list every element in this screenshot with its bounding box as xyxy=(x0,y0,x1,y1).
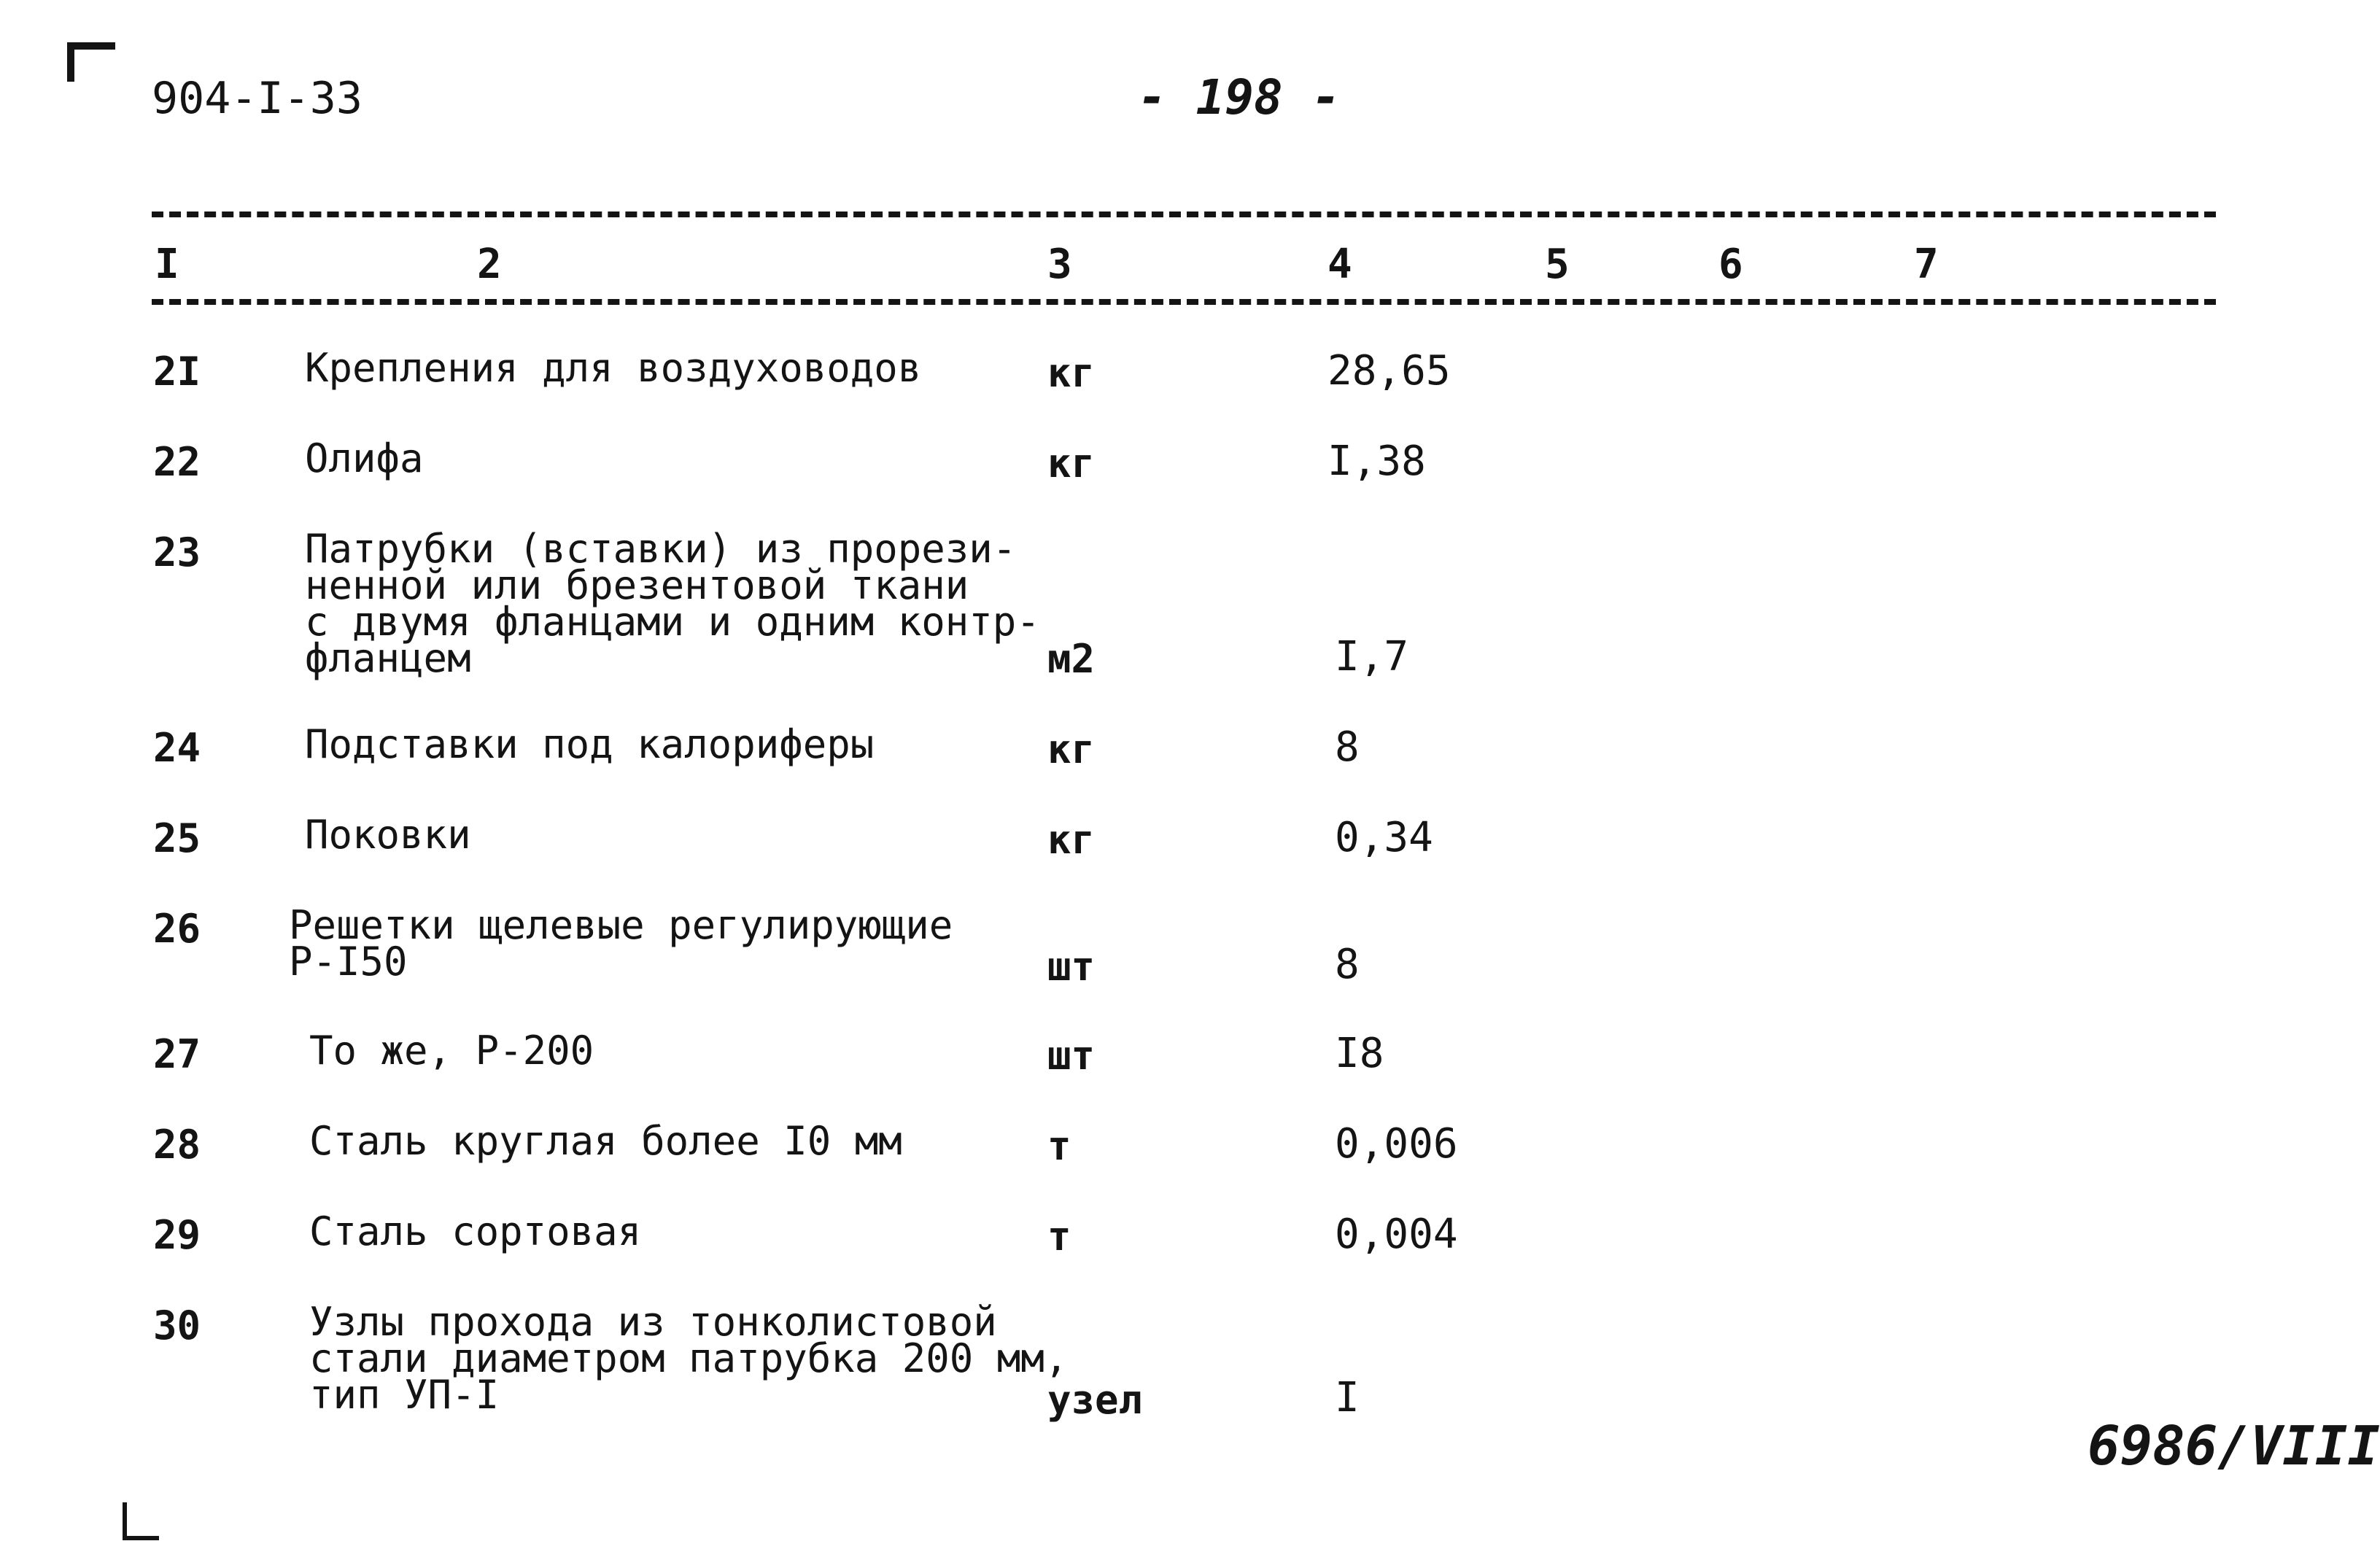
row-quantity: 0,006 xyxy=(1335,1120,1458,1168)
row-quantity: 8 xyxy=(1335,941,1360,988)
column-header-7: 7 xyxy=(1914,241,1939,288)
row-description: Подставки под калориферы xyxy=(305,721,875,767)
row-unit: кг xyxy=(1047,350,1096,396)
row-description: Сталь сортовая xyxy=(309,1208,642,1254)
row-unit: кг xyxy=(1047,440,1096,486)
archive-stamp: 6986/VIII xyxy=(2088,1415,2380,1478)
row-unit: кг xyxy=(1047,726,1096,772)
row-quantity: 28,65 xyxy=(1327,347,1451,395)
row-unit: кг xyxy=(1047,817,1096,863)
page-number: - 198 - xyxy=(1138,69,1341,125)
row-quantity: 0,004 xyxy=(1335,1211,1458,1258)
column-header-1: I xyxy=(155,241,179,288)
row-description: Патрубки (вставки) из прорези- ненной или брезентовой ткани с двумя фланцами и одним контр- фланцем xyxy=(305,526,1040,681)
row-description: Крепления для воздуховодов xyxy=(305,345,922,391)
row-number: 30 xyxy=(153,1303,201,1348)
row-description: Решетки щелевые регулирующие Р-I50 xyxy=(289,902,953,985)
row-description: Олифа xyxy=(305,435,424,481)
row-number: 24 xyxy=(153,725,201,771)
row-unit: т xyxy=(1047,1214,1071,1260)
column-header-5: 5 xyxy=(1545,241,1570,288)
column-header-3: 3 xyxy=(1047,241,1072,288)
row-number: 28 xyxy=(153,1122,201,1168)
row-unit: шт xyxy=(1047,944,1096,990)
table-header-rule xyxy=(152,299,2216,305)
corner-mark-bottom-left xyxy=(123,1502,159,1540)
row-quantity: I8 xyxy=(1335,1030,1384,1077)
row-unit: узел xyxy=(1047,1377,1143,1423)
column-header-4: 4 xyxy=(1327,241,1352,288)
row-quantity: I xyxy=(1335,1374,1360,1421)
row-number: 26 xyxy=(153,906,201,952)
row-number: 2I xyxy=(153,349,201,395)
corner-mark-top-left xyxy=(67,42,115,82)
row-description: То же, Р-200 xyxy=(309,1028,594,1074)
column-header-6: 6 xyxy=(1718,241,1743,288)
row-quantity: I,38 xyxy=(1327,438,1426,485)
document-code: 904-I-33 xyxy=(152,73,363,124)
row-number: 29 xyxy=(153,1212,201,1258)
row-description: Узлы прохода из тонколистовой стали диаметром патрубка 200 мм, тип УП-I xyxy=(309,1299,1069,1418)
row-description: Сталь круглая более I0 мм xyxy=(309,1118,902,1164)
row-unit: м2 xyxy=(1047,636,1096,682)
row-number: 22 xyxy=(153,439,201,485)
row-description: Поковки xyxy=(305,812,471,858)
row-unit: шт xyxy=(1047,1033,1096,1079)
row-number: 23 xyxy=(153,529,201,575)
row-number: 25 xyxy=(153,815,201,861)
table-top-rule xyxy=(152,211,2216,217)
row-quantity: I,7 xyxy=(1335,633,1409,680)
row-quantity: 0,34 xyxy=(1335,814,1433,861)
row-number: 27 xyxy=(153,1031,201,1077)
row-unit: т xyxy=(1047,1123,1071,1169)
row-quantity: 8 xyxy=(1335,723,1360,771)
column-header-2: 2 xyxy=(477,241,502,288)
